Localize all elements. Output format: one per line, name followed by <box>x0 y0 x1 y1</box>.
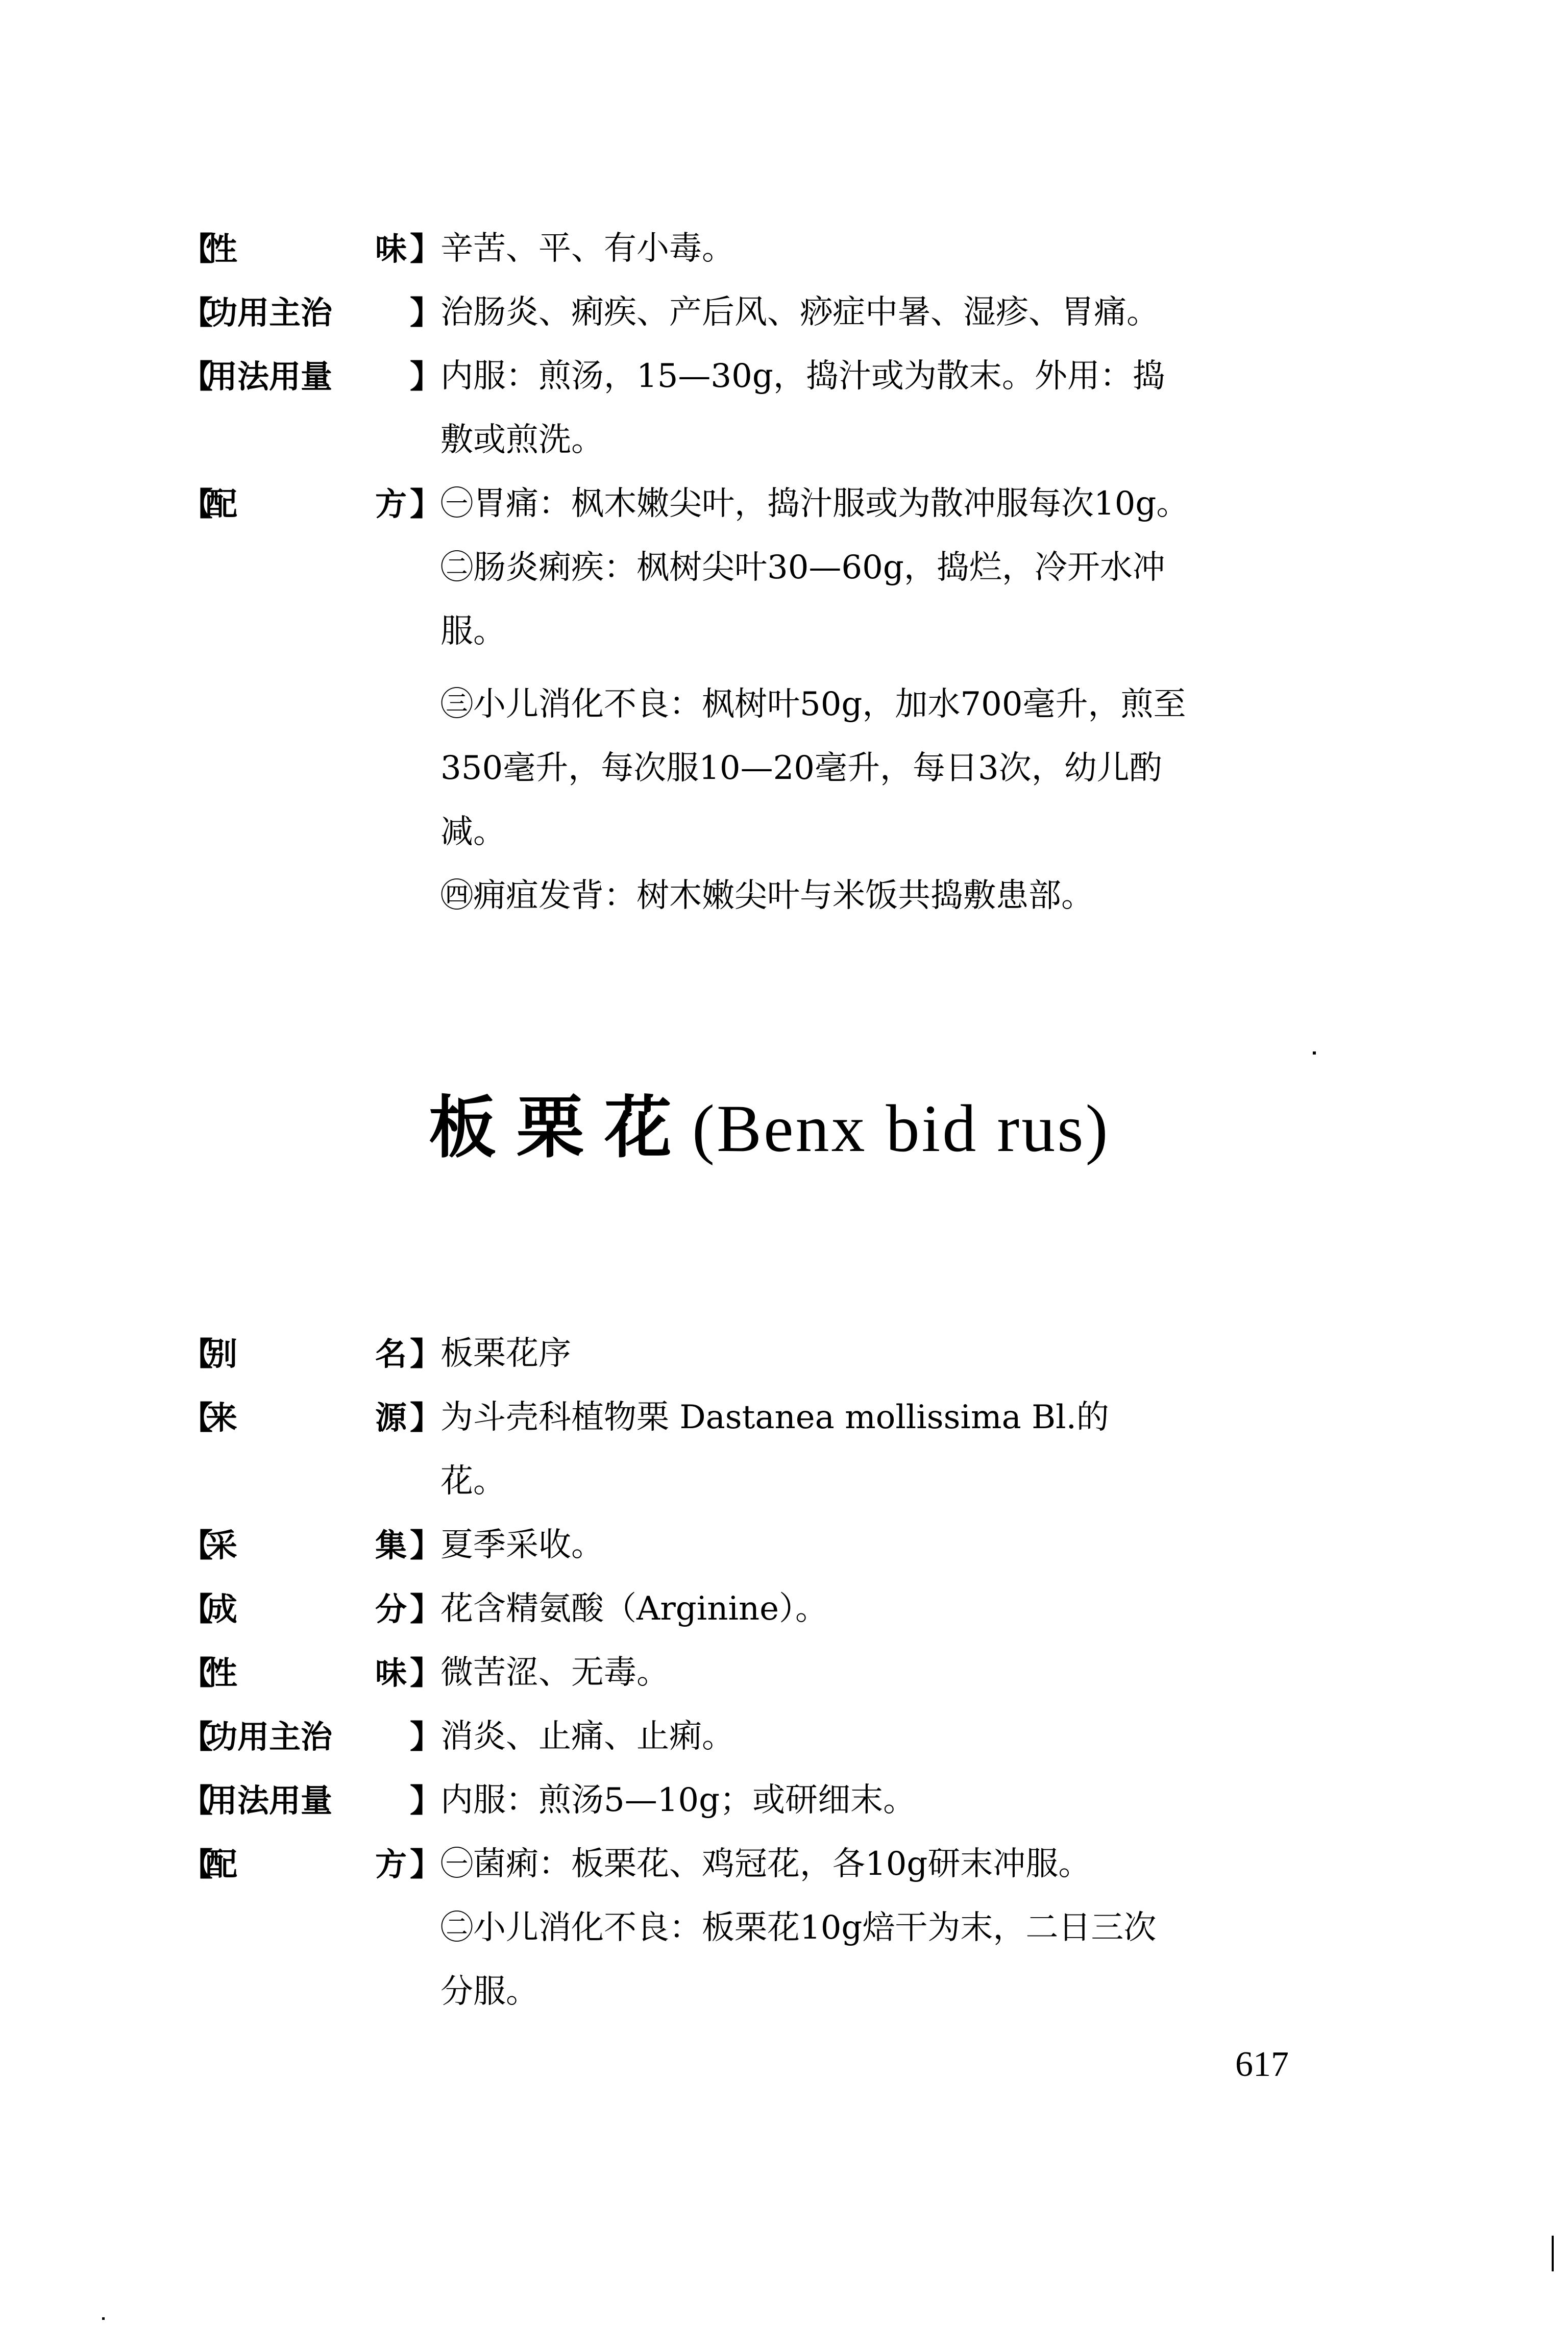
label-text: 来 源 <box>206 1399 407 1436</box>
entry-label: 【 功用主治 】 <box>181 1705 431 1769</box>
entry-label: 【 来 源 】 <box>181 1386 431 1450</box>
herb-title-chinese: 板栗花 <box>429 1089 692 1167</box>
entry-content: 微苦涩、无毒。 <box>440 1654 669 1692</box>
entry-dosage <box>181 345 1391 472</box>
entry-label: 【 配 方 】 <box>181 472 431 536</box>
prescription-item: ㊃痈疽发背：树木嫩尖叶与米饭共捣敷患部。 <box>440 877 1094 915</box>
herb-title <box>429 1087 1110 1169</box>
entry-taste <box>181 1641 1391 1705</box>
label-text: 用法用量 <box>206 358 333 395</box>
entry-dosage <box>181 1769 1391 1832</box>
prescription-item: ㊁肠炎痢疾：枫树尖叶30—60g，捣烂，冷开水冲 <box>440 549 1165 586</box>
label-text: 配 方 <box>206 1846 407 1883</box>
entry-label: 【 用法用量 】 <box>181 345 431 408</box>
entry-prescription <box>181 1832 1391 2024</box>
label-text: 功用主治 <box>206 294 333 331</box>
entry-content: 花含精氨酸（Arginine）。 <box>440 1590 828 1628</box>
prescription-item: ㊀菌痢：板栗花、鸡冠花，各10g研末冲服。 <box>440 1845 1091 1883</box>
entry-content: 辛苦、平、有小毒。 <box>440 230 734 267</box>
entry-function <box>181 281 1391 345</box>
entry-content: ㊀胃痛：枫木嫩尖叶，捣汁服或为散冲服每次10g。 ㊁肠炎痢疾：枫树尖叶30—60g，捣烂，冷开水冲 服。 ㊂小儿消化不良：枫树叶50g，加水700毫升，煎至 350毫升，每次服10—20毫升，每日3次，幼儿酌 减。 ㊃痈疽发背：树木嫩尖叶与米饭共捣敷患部。 <box>431 472 1391 928</box>
prescription-item: ㊁小儿消化不良：板栗花10g焙干为末，二日三次 <box>440 1909 1157 1947</box>
entry-label: 【 性 味 】 <box>181 217 431 281</box>
entry-section-1 <box>181 217 1391 928</box>
label-text: 性 味 <box>206 1654 407 1692</box>
label-text: 性 味 <box>206 230 407 267</box>
entry-label: 【 别 名 】 <box>181 1322 431 1386</box>
entry-content: 内服：煎汤5—10g；或研细末。 <box>440 1781 916 1819</box>
entry-content: ㊀菌痢：板栗花、鸡冠花，各10g研末冲服。 ㊁小儿消化不良：板栗花10g焙干为末，二日三次 分服。 <box>431 1832 1391 2024</box>
entry-label: 【 用法用量 】 <box>181 1769 431 1832</box>
scan-speck <box>102 2317 105 2320</box>
label-text: 别 名 <box>206 1335 407 1373</box>
entry-label: 【 配 方 】 <box>181 1832 431 1896</box>
scan-speck <box>1313 1051 1316 1055</box>
entry-content: 消炎、止痛、止痢。 <box>440 1718 734 1755</box>
label-text: 成 分 <box>206 1590 407 1628</box>
entry-alias <box>181 1322 1391 1386</box>
entry-collection <box>181 1513 1391 1577</box>
entry-composition <box>181 1577 1391 1641</box>
entry-content: 板栗花序 <box>440 1335 571 1373</box>
label-text: 用法用量 <box>206 1782 333 1819</box>
scan-speck <box>1552 2236 1554 2271</box>
entry-content: 夏季采收。 <box>440 1526 604 1564</box>
entry-content: 为斗壳科植物栗 Dastanea mollissima Bl.的 花。 <box>440 1399 1109 1500</box>
entry-label: 【 功用主治 】 <box>181 281 431 345</box>
prescription-item: ㊂小儿消化不良：枫树叶50g，加水700毫升，煎至 <box>440 685 1186 723</box>
entry-section-2 <box>181 1322 1391 2024</box>
entry-content: 内服：煎汤，15—30g，捣汁或为散末。外用：捣 敷或煎洗。 <box>440 357 1165 459</box>
entry-source <box>181 1386 1391 1513</box>
entry-label: 【 性 味 】 <box>181 1641 431 1705</box>
page-number: 617 <box>1235 2045 1289 2084</box>
prescription-item: ㊀胃痛：枫木嫩尖叶，捣汁服或为散冲服每次10g。 <box>440 485 1189 523</box>
entry-taste <box>181 217 1391 281</box>
entry-label: 【 采 集 】 <box>181 1513 431 1577</box>
entry-content: 治肠炎、痢疾、产后风、痧症中暑、湿疹、胃痛。 <box>440 293 1159 331</box>
entry-prescription <box>181 472 1391 928</box>
entry-label: 【 成 分 】 <box>181 1577 431 1641</box>
entry-function <box>181 1705 1391 1769</box>
herb-title-latin: (Benx bid rus) <box>692 1091 1110 1166</box>
label-text: 功用主治 <box>206 1718 333 1755</box>
label-text: 配 方 <box>206 485 407 523</box>
label-text: 采 集 <box>206 1527 407 1564</box>
